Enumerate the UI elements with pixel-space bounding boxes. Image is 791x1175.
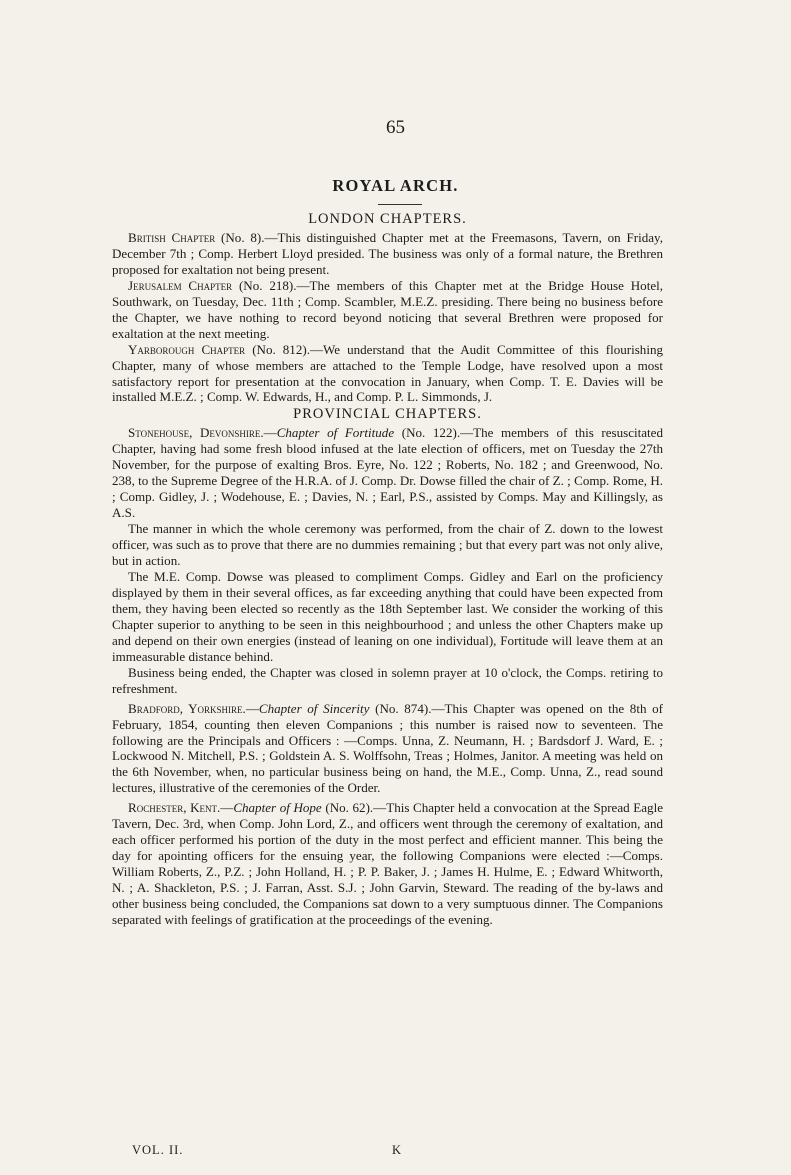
paragraph-closing: Business being ended, the Chapter was closed in solemn prayer at 10 o'clock, the Comps. retiring to refreshment. xyxy=(112,664,663,696)
page-number: 65 xyxy=(386,117,405,138)
volume-label: VOL. II. xyxy=(132,1143,184,1157)
chapter-name: Chapter of Hope xyxy=(233,800,322,816)
paragraph-body: (No. 62).—This Chapter held a convocation at the Spread Eagle Tavern, Dec. 3rd, when Comp. John Lord, Z., and officers went through the ceremony of exaltation, and each officer performed his portion of the duty in the most perfect and efficient manner. This being the day for apointing officers for the ensuing year, the following Companions were elected :—Comps. William Roberts, Z., P.Z. ; John Holland, H. ; P. P. Baker, J. ; James H. Hulme, E. ; Edward Whitworth, N. ; A. Shackleton, P.S. ; J. Farran, Asst. S.J. ; John Garvin, Steward. The reading of the by-laws and other business being concluded, the Companions sat down to a very sumptuous dinner. The Companions separated with feelings of gratification at the proceedings of the evening. xyxy=(112,800,663,927)
paragraph-body: (No. 812).—We understand that the Audit Committee of this flourishing Chapter, many of whose members are attached to the Temple Lodge, have resolved upon a most satisfactory report for presentation at the convocation in January, when Comp. T. E. Davies will be installed M.E.Z. ; Comp. W. Edwards, H., and Comp. P. L. Simmonds, J. xyxy=(112,341,663,405)
paragraph-jerusalem-chapter xyxy=(112,278,663,342)
paragraph-compliment: The M.E. Comp. Dowse was pleased to compliment Comps. Gidley and Earl on the proficiency displayed by them in their several offices, as far exceeding anything that could have been expected from them, they having been elected so recently as the 18th September last. We consider the working of this Chapter superior to anything to be seen in this neighbourhood ; and unless the other Chapters make up and depend on their own energies (instead of leaning on one individual), Fortitude will leave them at an immeasurable distance behind. xyxy=(112,568,663,664)
place-name: Stonehouse, Devonshire. xyxy=(128,425,264,441)
chapter-name: Yarborough Chapter xyxy=(128,341,246,357)
paragraph-bradford: Bradford, Yorkshire.—Chapter of Sincerity (No. 874).—This Chapter was opened on the 8th of February, 1854, counting then eleven Companions ; this number is raised now to seventeen. The following are the Principals and Officers : —Comps. Unna, Z. Neumann, H. ; Bardsdorf J. Ward, E. ; Lockwood N. Mitchell, P.S. ; Goldstein A. S. Wolffsohn, Treas ; Holmes, Janitor. A meeting was held on the 6th November, when, no particular business being on hand, the M.E., Comp. Unna, Z., read sound lectures, illustrative of the ceremonies of the Order. xyxy=(112,700,663,796)
paragraph-british-chapter xyxy=(112,230,663,278)
paragraph-body: (No. 218).—The members of this Chapter met at the Bridge House Hotel, Southwark, on Tuesday, Dec. 11th ; Comp. Scambler, M.E.Z. presiding. There being no business before the Chapter, we have nothing to record beyond noticing that several Brethren were proposed for exaltation at the next meeting. xyxy=(112,277,664,341)
section-heading-london: LONDON CHAPTERS. xyxy=(308,211,467,227)
paragraph-ceremony: The manner in which the whole ceremony was performed, from the chair of Z. down to the lowest officer, was such as to prove that there are no dummies remaining ; but that every part was not only alive, but in action. xyxy=(112,521,663,569)
paragraph-body: (No. 122).—The members of this resuscitated Chapter, having had some fresh blood infused at the late election of officers, met on Tuesday the 27th November, for the purpose of exalting Bros. Eyre, No. 122 ; Roberts, No. 182 ; and Greenwood, No. 238, to the Supreme Degree of the H.R.A. of J. Comp. Dr. Dowse filled the chair of Z. ; Comp. Rome, H. ; Comp. Gidley, J. ; Wodehouse, E. ; Davies, N. ; Earl, P.S., assisted by Comps. May and Killingsly, as A.S. xyxy=(112,425,663,521)
chapter-name: British Chapter xyxy=(128,229,216,245)
chapter-name: Jerusalem Chapter xyxy=(128,277,233,293)
chapter-name: Chapter of Fortitude xyxy=(276,425,395,441)
article-body xyxy=(112,210,663,928)
place-name: Bradford, Yorkshire. xyxy=(128,700,246,716)
paragraph-rochester: Rochester, Kent.—Chapter of Hope (No. 62).—This Chapter held a convocation at the Spread Eagle Tavern, Dec. 3rd, when Comp. John Lord, Z., and officers went through the ceremony of exaltation, and each officer performed his portion of the duty in the most perfect and efficient manner. This being the day for apointing officers for the ensuing year, the following Companions were elected :—Comps. William Roberts, Z., P.Z. ; John Holland, H. ; P. P. Baker, J. ; James H. Hulme, E. ; Edward Whitworth, N. ; A. Shackleton, P.S. ; J. Farran, Asst. S.J. ; John Garvin, Steward. The reading of the by-laws and other business being concluded, the Companions sat down to a very sumptuous dinner. The Companions separated with feelings of gratification at the proceedings of the evening. xyxy=(112,800,663,927)
paragraph-yarborough-chapter xyxy=(112,342,663,406)
section-heading-provincial: PROVINCIAL CHAPTERS. xyxy=(293,406,482,423)
signature-mark: K xyxy=(392,1143,402,1157)
paragraph-stonehouse: Stonehouse, Devonshire.—Chapter of Fortitude (No. 122).—The members of this resuscitated Chapter, having had some fresh blood infused at the late election of officers, met on Tuesday the 27th November, for the purpose of exalting Bros. Eyre, No. 122 ; Roberts, No. 182 ; and Greenwood, No. 238, to the Supreme Degree of the H.R.A. of J. Comp. Dr. Dowse filled the chair of Z. ; Comp. Rome, H. ; Comp. Gidley, J. ; Wodehouse, E. ; Davies, N. ; Earl, P.S., assisted by Comps. May and Killingsly, as A.S. xyxy=(112,425,663,521)
paragraph-body: (No. 8).—This distinguished Chapter met at the Freemasons, Tavern, on Friday, December 7th ; Comp. Herbert Lloyd presided. The business was only of a formal nature, the Brethren proposed for exaltation not being present. xyxy=(112,229,663,277)
place-name: Rochester, Kent. xyxy=(128,800,221,816)
page-title: ROYAL ARCH. xyxy=(332,176,459,195)
chapter-name: Chapter of Sincerity xyxy=(258,700,370,716)
title-rule xyxy=(378,204,422,205)
paragraph-body: (No. 874).—This Chapter was opened on the 8th of February, 1854, counting then eleven Companions ; this number is raised now to seventeen. The following are the Principals and Officers : —Comps. Unna, Z. Neumann, H. ; Bardsdorf J. Ward, E. ; Lockwood N. Mitchell, P.S. ; Goldstein A. S. Wolffsohn, Treas ; Holmes, Janitor. A meeting was held on the 6th November, when, no particular business being on hand, the M.E., Comp. Unna, Z., read sound lectures, illustrative of the ceremonies of the Order. xyxy=(112,700,663,796)
